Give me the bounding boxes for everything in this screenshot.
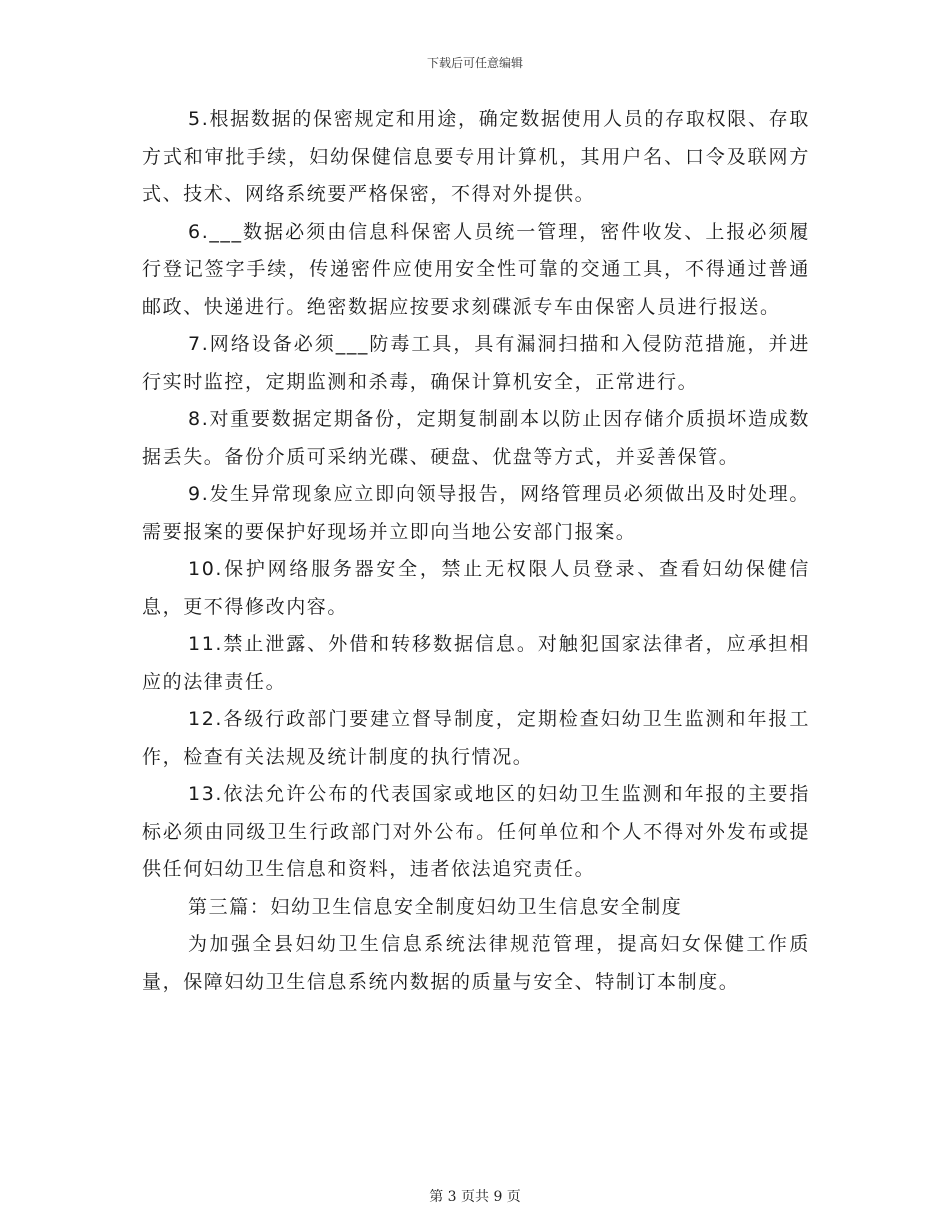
intro-paragraph: 为加强全县妇幼卫生信息系统法律规范管理，提高妇女保健工作质量，保障妇幼卫生信息系统内数据的质量与安全、特制订本制度。 <box>142 933 810 993</box>
paragraph-13: 13.依法允许公布的代表国家或地区的妇幼卫生监测和年报的主要指标必须由同级卫生行政部门对外公布。任何单位和个人不得对外发布或提供任何妇幼卫生信息和资料，违者依法追究责任。 <box>142 783 810 880</box>
paragraph-6: 6.___数据必须由信息科保密人员统一管理，密件收发、上报必须履行登记签字手续，传递密件应使用安全性可靠的交通工具，不得通过普通邮政、快递进行。绝密数据应按要求刻碟派专车由保密人员进行报送。 <box>142 220 810 318</box>
paragraph-12: 12.各级行政部门要建立督导制度，定期检查妇幼卫生监测和年报工作，检查有关法规及统计制度的执行情况。 <box>142 708 810 768</box>
page-number: 第 3 页共 9 页 <box>429 1189 521 1205</box>
page-header: 下载后可任意编辑 <box>426 56 523 70</box>
paragraph-9: 9.发生异常现象应立即向领导报告，网络管理员必须做出及时处理。需要报案的要保护好现场并立即向当地公安部门报案。 <box>142 483 810 543</box>
paragraph-8: 8.对重要数据定期备份，定期复制副本以防止因存储介质损坏造成数据丢失。备份介质可采纳光碟、硬盘、优盘等方式，并妥善保管。 <box>142 408 810 468</box>
document-body <box>142 101 810 1001</box>
paragraph-11: 11.禁止泄露、外借和转移数据信息。对触犯国家法律者，应承担相应的法律责任。 <box>142 633 810 693</box>
section-title: 第三篇：妇幼卫生信息安全制度妇幼卫生信息安全制度 <box>188 895 683 918</box>
paragraph-10: 10.保护网络服务器安全，禁止无权限人员登录、查看妇幼保健信息，更不得修改内容。 <box>142 558 810 618</box>
paragraph-7: 7.网络设备必须___防毒工具，具有漏洞扫描和入侵防范措施，并进行实时监控，定期监测和杀毒，确保计算机安全，正常进行。 <box>142 333 810 393</box>
paragraph-5: 5.根据数据的保密规定和用途，确定数据使用人员的存取权限、存取方式和审批手续，妇幼保健信息要专用计算机，其用户名、口令及联网方式、技术、网络系统要严格保密，不得对外提供。 <box>142 108 810 205</box>
